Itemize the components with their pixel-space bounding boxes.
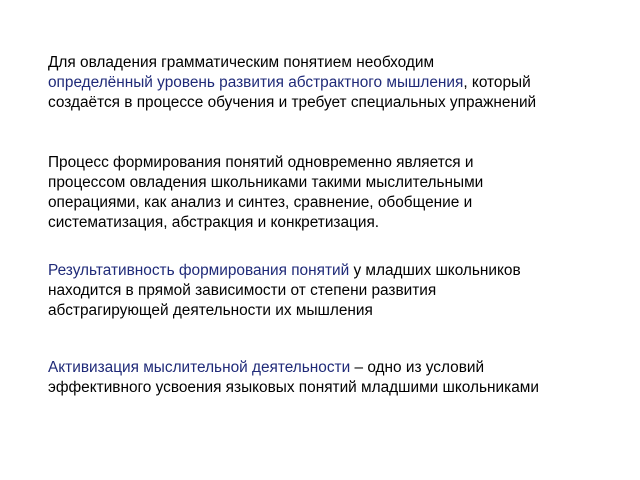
highlighted-phrase: Активизация мыслительной деятельности bbox=[48, 359, 351, 376]
highlighted-phrase: Результативность формирования понятий bbox=[48, 262, 350, 279]
paragraph-effectiveness bbox=[48, 261, 596, 321]
paragraph-grammar-concept bbox=[48, 53, 596, 113]
paragraph-text: – одно из условий эффективного усвоения языковых понятий младшими школьниками bbox=[48, 359, 539, 396]
paragraph-text: у младших школьников находится в прямой зависимости от степени развития абстрагирующей деятельности их мышления bbox=[48, 262, 521, 319]
paragraph-activation bbox=[48, 358, 596, 398]
paragraph-text: Для овладения грамматическим понятием необходим bbox=[48, 54, 435, 71]
highlighted-phrase: определённый уровень развития абстрактного мышления bbox=[48, 74, 464, 91]
paragraph-text: , который создаётся в процессе обучения и требует специальных упражнений bbox=[48, 74, 537, 111]
paragraph-text: Процесс формирования понятий одновременно является и процессом овладения школьниками такими мыслительными операциями, как анализ и синтез, сравнение, обобщение и систематизация, абстракция и конкретизация. bbox=[48, 154, 484, 231]
paragraph-concept-formation bbox=[48, 153, 596, 233]
